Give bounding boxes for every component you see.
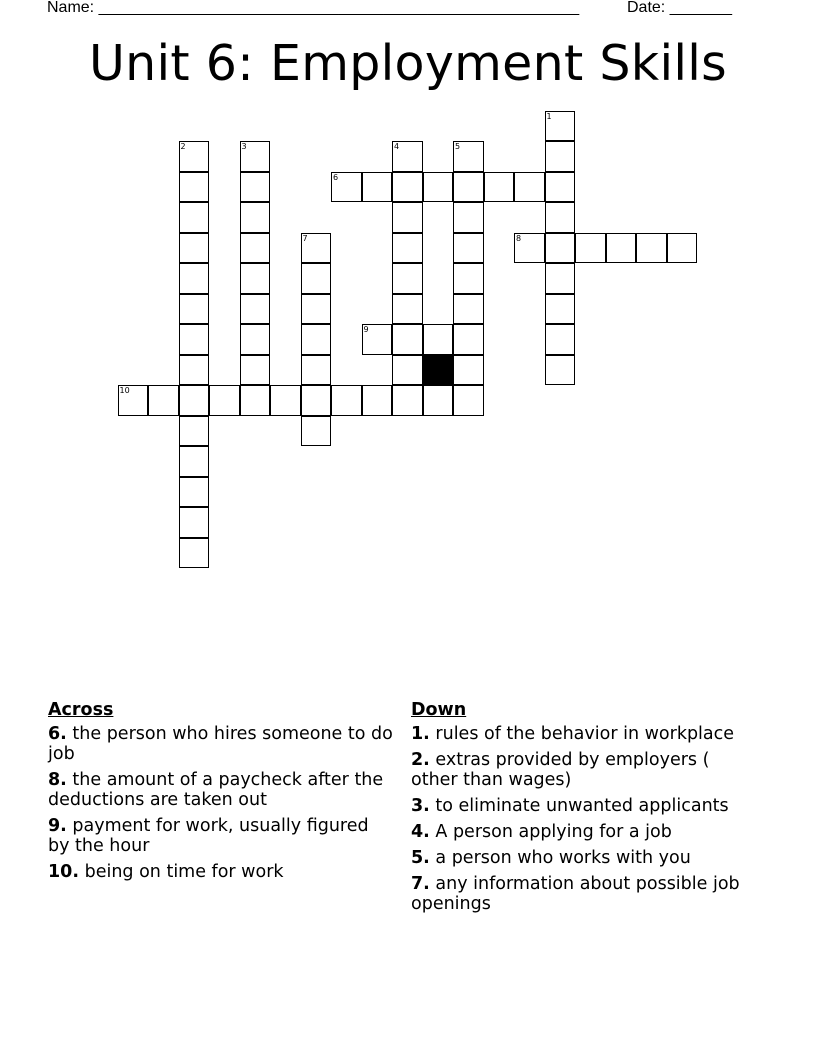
clue-text: extras provided by employers ( other than wages) [411, 750, 710, 790]
page-title: Unit 6: Employment Skills [88, 35, 728, 92]
grid-cell[interactable] [179, 355, 210, 386]
grid-cell[interactable] [301, 294, 332, 325]
clue-down-5 [411, 848, 756, 868]
grid-cell[interactable] [545, 263, 576, 294]
clue-down-7 [411, 874, 756, 914]
grid-cell[interactable] [362, 385, 393, 416]
grid-cell[interactable] [606, 233, 637, 264]
grid-cell[interactable] [453, 141, 484, 172]
grid-cell[interactable] [301, 324, 332, 355]
across-clues [48, 700, 393, 888]
grid-cell[interactable] [545, 111, 576, 142]
clue-number-label: 2 [180, 142, 186, 151]
clue-text: A person applying for a job [435, 822, 672, 842]
grid-cell[interactable] [240, 385, 271, 416]
grid-cell[interactable] [362, 324, 393, 355]
clue-number: 10. [48, 862, 80, 882]
grid-cell[interactable] [392, 233, 423, 264]
grid-cell[interactable] [362, 172, 393, 203]
grid-cell[interactable] [331, 172, 362, 203]
grid-cell[interactable] [179, 446, 210, 477]
clue-across-10 [48, 862, 393, 882]
grid-cell[interactable] [179, 477, 210, 508]
clue-number-label: 6 [333, 172, 339, 182]
grid-cell[interactable] [179, 294, 210, 325]
grid-cell[interactable] [392, 202, 423, 233]
grid-cell[interactable] [179, 202, 210, 233]
clue-text: rules of the behavior in workplace [435, 724, 735, 744]
grid-cell[interactable] [453, 294, 484, 325]
grid-cell[interactable] [545, 172, 576, 203]
grid-cell[interactable] [179, 141, 210, 172]
clue-number: 4. [411, 822, 430, 842]
grid-cell[interactable] [179, 385, 210, 416]
clue-number: 9. [48, 816, 67, 836]
grid-cell[interactable] [545, 233, 576, 264]
grid-cell[interactable] [301, 355, 332, 386]
grid-cell[interactable] [392, 263, 423, 294]
grid-cell[interactable] [575, 233, 606, 264]
clue-down-1 [411, 724, 756, 744]
grid-cell[interactable] [667, 233, 698, 264]
grid-cell[interactable] [423, 172, 454, 203]
grid-cell[interactable] [545, 355, 576, 386]
clue-down-2 [411, 750, 756, 790]
clue-text: the person who hires someone to do job [48, 724, 393, 764]
grid-cell[interactable] [179, 233, 210, 264]
grid-cell[interactable] [392, 141, 423, 172]
grid-cell[interactable] [240, 202, 271, 233]
grid-cell[interactable] [453, 324, 484, 355]
grid-cell[interactable] [179, 263, 210, 294]
clue-text: a person who works with you [435, 848, 691, 868]
clue-number: 8. [48, 770, 67, 790]
grid-cell[interactable] [545, 294, 576, 325]
grid-cell[interactable] [453, 263, 484, 294]
grid-cell[interactable] [545, 141, 576, 172]
black-cell [423, 355, 454, 386]
grid-cell[interactable] [179, 324, 210, 355]
clue-number-label: 1 [546, 111, 552, 121]
grid-cell[interactable] [179, 507, 210, 538]
grid-cell[interactable] [240, 294, 271, 325]
grid-cell[interactable] [179, 416, 210, 447]
grid-cell[interactable] [392, 355, 423, 386]
grid-cell[interactable] [118, 385, 149, 416]
grid-cell[interactable] [301, 233, 332, 264]
grid-cell[interactable] [423, 385, 454, 416]
grid-cell[interactable] [240, 324, 271, 355]
clue-text: the amount of a paycheck after the deductions are taken out [48, 770, 384, 810]
clue-number: 3. [411, 796, 430, 816]
grid-cell[interactable] [301, 263, 332, 294]
grid-cell[interactable] [270, 385, 301, 416]
clue-text: any information about possible job openings [411, 874, 740, 914]
grid-cell[interactable] [392, 172, 423, 203]
clue-number: 7. [411, 874, 430, 894]
grid-cell[interactable] [179, 172, 210, 203]
clue-across-9 [48, 816, 393, 856]
clue-text: to eliminate unwanted applicants [435, 796, 729, 816]
grid-cell[interactable] [240, 355, 271, 386]
grid-cell[interactable] [453, 355, 484, 386]
grid-cell[interactable] [179, 538, 210, 569]
clue-number-label: 3 [241, 142, 247, 151]
clue-number: 6. [48, 724, 67, 744]
grid-cell[interactable] [240, 233, 271, 264]
clue-down-3 [411, 796, 756, 816]
clue-number-label: 5 [455, 142, 461, 151]
grid-cell[interactable] [301, 385, 332, 416]
clue-number-label: 10 [119, 386, 130, 395]
grid-cell[interactable] [392, 324, 423, 355]
grid-cell[interactable] [301, 416, 332, 447]
grid-cell[interactable] [514, 233, 545, 264]
grid-cell[interactable] [240, 172, 271, 203]
clue-number: 2. [411, 750, 430, 770]
grid-cell[interactable] [453, 202, 484, 233]
grid-cell[interactable] [240, 263, 271, 294]
clue-text: being on time for work [84, 862, 284, 882]
clue-number: 5. [411, 848, 430, 868]
grid-cell[interactable] [453, 233, 484, 264]
grid-cell[interactable] [148, 385, 179, 416]
grid-cell[interactable] [484, 172, 515, 203]
clue-across-8 [48, 770, 393, 810]
grid-cell[interactable] [423, 324, 454, 355]
down-heading: Down [411, 700, 467, 720]
clue-across-6 [48, 724, 393, 764]
grid-cell[interactable] [331, 385, 362, 416]
clue-number-label: 8 [516, 233, 522, 243]
grid-cell[interactable] [453, 172, 484, 203]
grid-cell[interactable] [514, 172, 545, 203]
grid-cell[interactable] [240, 141, 271, 172]
grid-cell[interactable] [636, 233, 667, 264]
clue-number: 1. [411, 724, 430, 744]
down-clues [411, 700, 756, 920]
grid-cell[interactable] [392, 294, 423, 325]
grid-cell[interactable] [545, 202, 576, 233]
grid-cell[interactable] [545, 324, 576, 355]
grid-cell[interactable] [392, 385, 423, 416]
clue-down-4 [411, 822, 756, 842]
clue-number-label: 7 [302, 233, 308, 243]
date-field[interactable]: Date: _______ [627, 0, 732, 16]
across-heading: Across [48, 700, 114, 720]
name-field[interactable]: Name: ______________________________________________________ [47, 0, 580, 16]
grid-cell[interactable] [453, 385, 484, 416]
grid-cell[interactable] [209, 385, 240, 416]
clue-number-label: 4 [394, 142, 400, 151]
clue-number-label: 9 [363, 325, 369, 334]
clue-text: payment for work, usually figured by the hour [48, 816, 369, 856]
